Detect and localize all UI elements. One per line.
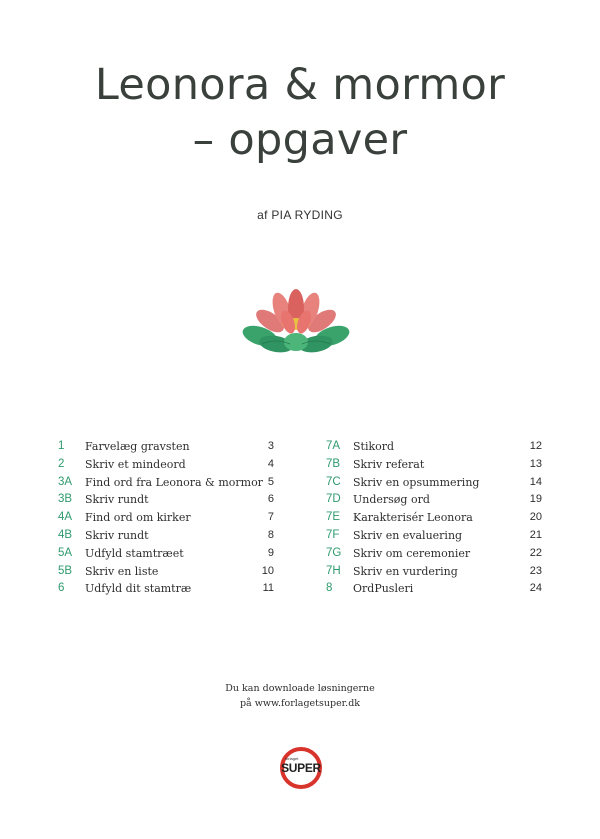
toc-item[interactable]: 5B Skriv en liste 10: [58, 564, 274, 578]
publisher-logo: [279, 746, 323, 790]
download-note: [0, 681, 600, 711]
page-title: [0, 58, 600, 168]
toc-item[interactable]: 1 Farvelæg gravsten 3: [58, 440, 274, 453]
toc-column-right: [326, 438, 542, 598]
toc-item[interactable]: 4B Skriv rundt 8: [58, 528, 274, 542]
title-line-2: – opgaver: [192, 115, 408, 165]
download-url[interactable]: på www.forlagetsuper.dk: [239, 698, 361, 709]
toc-item[interactable]: 7A Stikord 12: [326, 440, 542, 453]
toc-item[interactable]: 7H Skriv en vurdering 23: [326, 564, 542, 578]
water-lily-illustration: [240, 288, 352, 358]
toc-item[interactable]: 7D Undersøg ord 19: [326, 493, 542, 507]
toc-item[interactable]: 6 Udfyld dit stamtræ 11: [58, 582, 274, 596]
download-line-1: Du kan downloade løsningerne: [225, 683, 375, 694]
toc-item[interactable]: 4A Find ord om kirker 7: [58, 511, 274, 525]
toc-item[interactable]: 2 Skriv et mindeord 4: [58, 457, 274, 471]
author-line: af PIA RYDING: [257, 208, 343, 222]
toc-item[interactable]: 7F Skriv en evaluering 21: [326, 528, 542, 542]
toc-column-left: [58, 438, 274, 598]
toc-item[interactable]: 7G Skriv om ceremonier 22: [326, 546, 542, 560]
title-line-1: Leonora & mormor: [94, 60, 506, 110]
toc-item[interactable]: 7E Karakterisér Leonora 20: [326, 511, 542, 525]
logo-main-text: SUPER: [281, 761, 321, 775]
toc-item[interactable]: 7B Skriv referat 13: [326, 457, 542, 471]
toc-item[interactable]: 3B Skriv rundt 6: [58, 493, 274, 507]
toc-item[interactable]: 5A Udfyld stamtræet 9: [58, 546, 274, 560]
toc-item[interactable]: 7C Skriv en opsummering 14: [326, 475, 542, 489]
toc-item[interactable]: 3A Find ord fra Leonora & mormor 5: [58, 475, 274, 489]
toc-item[interactable]: 8 OrdPusleri 24: [326, 582, 542, 596]
logo-small-text: forlaget: [285, 756, 299, 761]
